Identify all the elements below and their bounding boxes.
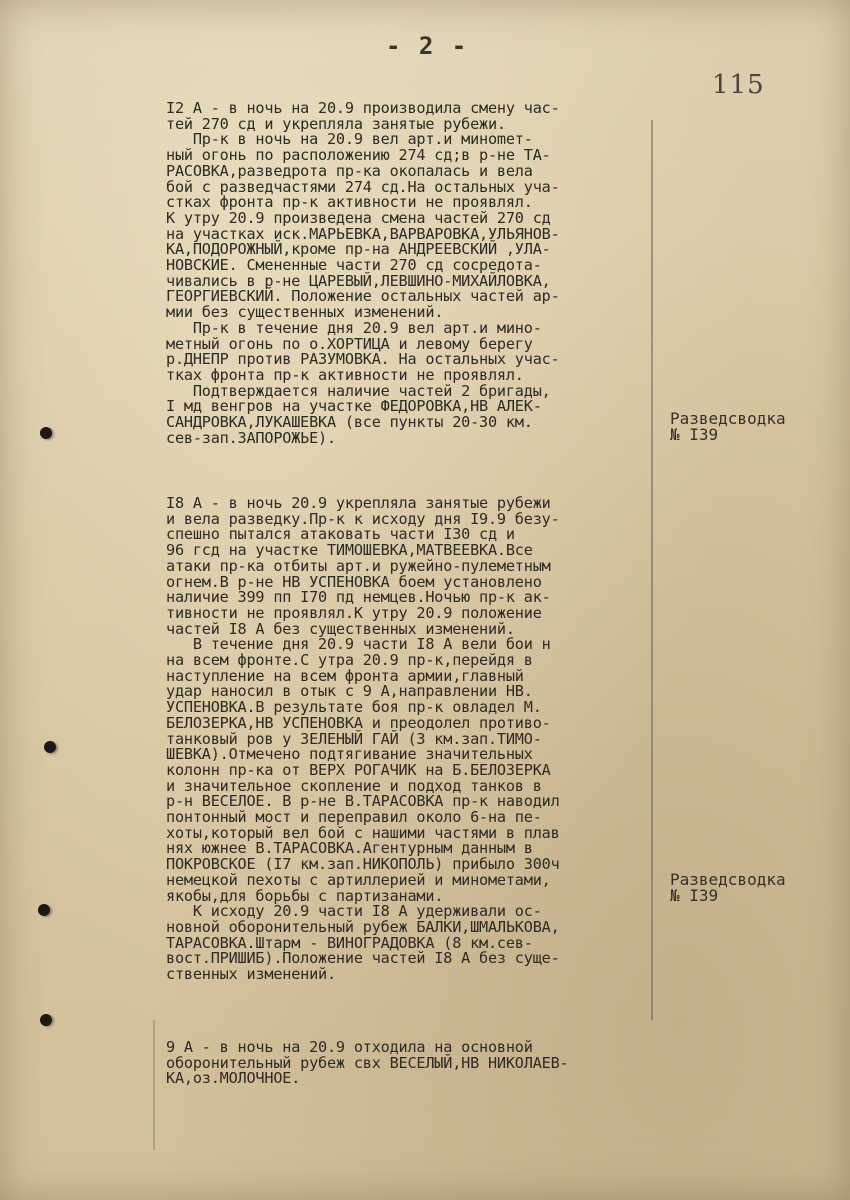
text-line: К исходу 20.9 части I8 А удерживали ос- — [166, 902, 542, 921]
left-margin-rule — [153, 1020, 155, 1150]
text-line: р-н ВЕСЕЛОЕ. В р-не В.ТАРАСОВКА пр-к наводил — [166, 792, 560, 811]
binding-hole-4 — [40, 1014, 52, 1026]
text-line: ПОКРОВСКОЕ (I7 км.зап.НИКОПОЛЬ) прибыло 300ч — [166, 855, 560, 874]
text-line: УСПЕНОВКА.В результате боя пр-к овладел М. — [166, 698, 542, 717]
text-line: танковый ров у ЗЕЛЕНЫЙ ГАЙ (3 км.зап.ТИМО- — [166, 729, 542, 748]
text-line: понтонный мост и переправил около 6-на пе- — [166, 808, 542, 827]
text-line: удар наносил в отык с 9 А,направлении НВ. — [166, 682, 533, 701]
page-number: - 2 - — [386, 32, 469, 60]
text-line: чивались в р-не ЦАРЕВЫЙ,ЛЕВШИНО-МИХАЙЛОВКА, — [166, 271, 551, 290]
margin-note-intel-summary-2 — [670, 872, 786, 904]
text-line: вост.ПРИШИБ).Положение частей I8 А без суще- — [166, 949, 560, 968]
text-line: наличие 399 пп I70 пд немцев.Ночью пр-к ак- — [166, 588, 551, 607]
text-line: РАСОВКА,разведрота пр-ка окопалась и вела — [166, 161, 533, 180]
text-line: бой с разведчастями 274 сд.На остальных уча- — [166, 177, 560, 196]
text-line: тивности не проявлял.К утру 20.9 положение — [166, 603, 542, 622]
text-line: I мд венгров на участке ФЕДОРОВКА,НВ АЛЕК- — [166, 397, 542, 416]
text-line: САНДРОВКА,ЛУКАШЕВКА (все пункты 20-30 км. — [166, 413, 533, 432]
text-line: ТАРАСОВКА.Штарм - ВИНОГРАДОВКА (8 км.сев- — [166, 933, 533, 952]
text-line: немецкой пехоты с артиллерией и минометами, — [166, 870, 551, 889]
text-line: К утру 20.9 произведена смена частей 270 сд — [166, 208, 551, 227]
binding-hole-2 — [44, 741, 56, 753]
text-line: огнем.В р-не НВ УСПЕНОВКА боем установлено — [166, 572, 542, 591]
text-line: якобы,для борьбы с партизанами. — [166, 886, 444, 905]
text-line: Пр-к в ночь на 20.9 вел арт.и минomет- — [166, 130, 533, 149]
text-line: атаки пр-ка отбиты арт.и ружейно-пулеметным — [166, 556, 551, 575]
text-line: спешно пытался атаковать части I30 сд и — [166, 525, 515, 544]
archive-page-number: 115 — [712, 70, 765, 100]
text-line: частей I8 А без существенных изменений. — [166, 619, 515, 638]
report-section-12-army — [166, 101, 660, 446]
text-line: Пр-к в течение дня 20.9 вел арт.и мино- — [166, 318, 542, 337]
text-line: сев-зап.ЗАПОРОЖЬЕ). — [166, 428, 336, 447]
text-line: мии без существенных изменений. — [166, 303, 444, 322]
text-line: тках фронта пр-к активности не проявлял. — [166, 365, 524, 384]
margin-note-title: Разведсводка — [670, 870, 786, 889]
report-section-9-army — [166, 1040, 660, 1087]
text-line: колонн пр-ка от ВЕРХ РОГАЧИК на Б.БЕЛОЗЕРКА — [166, 760, 551, 779]
text-line: ный огонь по расположению 274 сд;в р-не ТА- — [166, 146, 551, 165]
text-line: ственных изменений. — [166, 965, 336, 984]
text-line: 9 А - в ночь на 20.9 отходила на основной — [166, 1038, 533, 1056]
text-line: и вела разведку.Пр-к к исходу дня I9.9 безу- — [166, 509, 560, 528]
text-line: Подтверждается наличие частей 2 бригады, — [166, 381, 551, 400]
text-line: новной оборонительный рубеж БАЛКИ,ШМАЛЬКОВА, — [166, 917, 560, 936]
text-line: КА,ПОДОРОЖНЫЙ,кроме пр-на АНДРЕЕВСКИЙ ,УЛА- — [166, 240, 551, 259]
margin-note-title: Разведсводка — [670, 409, 786, 428]
binding-hole-1 — [40, 427, 52, 439]
text-line: ШЕВКА).Отмечено подтягивание значительных — [166, 745, 533, 764]
binding-hole-3 — [38, 904, 50, 916]
text-line: В течение дня 20.9 части I8 А вели бои н — [166, 635, 551, 654]
text-line: БЕЛОЗЕРКА,НВ УСПЕНОВКА и преодолел противо- — [166, 713, 551, 732]
text-line: НОВСКИЕ. Смененные части 270 сд сосредота- — [166, 256, 542, 275]
text-line: на всем фронте.С утра 20.9 пр-к,перейдя в — [166, 651, 533, 670]
text-line: тей 270 сд и укрепляла занятые рубежи. — [166, 114, 506, 133]
text-line: метный огонь по о.ХОРТИЦА и левому берегу — [166, 334, 533, 353]
text-line: 96 гсд на участке ТИМОШЕВКА,МАТВЕЕВКА.Все — [166, 541, 533, 560]
margin-note-number: № I39 — [670, 886, 719, 905]
text-line: стках фронта пр-к активности не проявлял. — [166, 193, 533, 212]
text-line: р.ДНЕПР против РАЗУМОВКА. На остальных учас- — [166, 350, 560, 369]
text-line: I2 А - в ночь на 20.9 производила смену час- — [166, 99, 560, 117]
text-line: I8 А - в ночь 20.9 укрепляла занятые рубежи — [166, 494, 551, 512]
text-line: КА,оз.МОЛОЧНОЕ. — [166, 1069, 301, 1088]
text-line: наступление на всем фронта армии,главный — [166, 666, 524, 685]
text-line: и значительное скопление и подход танков в — [166, 776, 542, 795]
text-line: на участках иск.МАРЬЕВКА,ВАРВАРОВКА,УЛЬЯНОВ- — [166, 224, 560, 243]
text-line: нях южнее В.ТАРАСОВКА.Агентурным данным в — [166, 839, 533, 858]
report-section-18-army — [166, 496, 660, 983]
margin-note-number: № I39 — [670, 425, 719, 444]
text-line: оборонительный рубеж свх ВЕСЕЛЫЙ,НВ НИКОЛАЕВ- — [166, 1053, 569, 1072]
text-line: хоты,который вел бой с нашими частями в плав — [166, 823, 560, 842]
margin-note-intel-summary-1 — [670, 411, 786, 443]
text-line: ГЕОРГИЕВСКИЙ. Положение остальных частей ар- — [166, 287, 560, 306]
